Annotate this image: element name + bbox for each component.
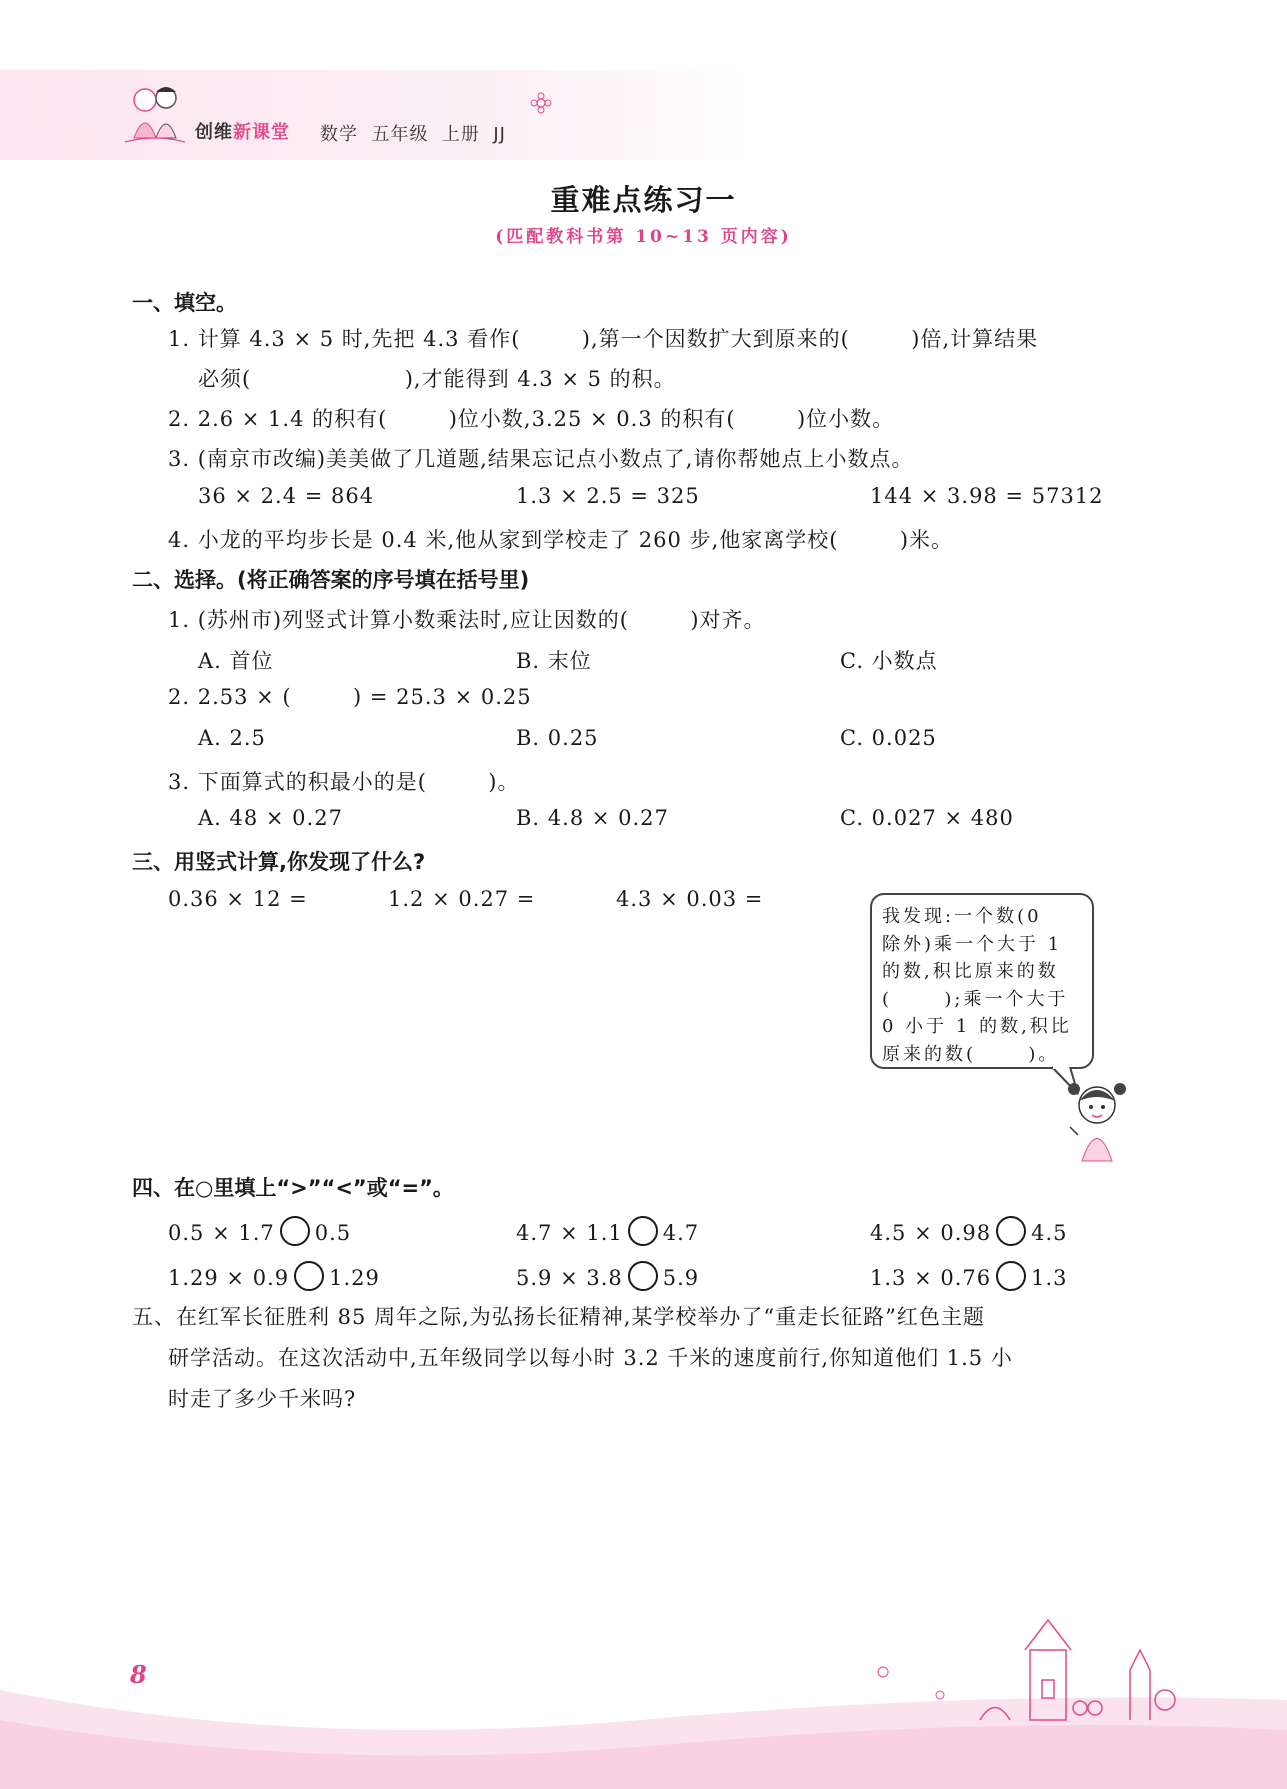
compare-item: [168, 1216, 351, 1246]
s2-q1-option-a: A. 首位: [198, 649, 274, 673]
brand-part2: 新课堂: [233, 122, 290, 143]
children-illustration-icon: [120, 78, 190, 150]
header-band: [0, 70, 1287, 160]
bubble-line-6: 原来的数( )。: [882, 1043, 1060, 1065]
answer-circle[interactable]: [996, 1261, 1026, 1291]
page-subtitle: (匹配教科书第 10~13 页内容): [495, 227, 792, 247]
brand-part1: 创维: [195, 122, 233, 143]
compare-item: [870, 1216, 1068, 1246]
compare-left: 1.3 × 0.76: [870, 1266, 992, 1290]
compare-left: 1.29 × 0.9: [168, 1266, 290, 1290]
compare-item: [870, 1261, 1068, 1291]
section5-line1: 五、在红军长征胜利 85 周年之际,为弘扬长征精神,某学校举办了“重走长征路”红色主题: [132, 1305, 985, 1329]
compare-right: 4.5: [1031, 1221, 1068, 1245]
bubble-line-4: ( );乘一个大于: [882, 988, 1069, 1010]
section1-heading: 一、填空。: [132, 291, 237, 315]
section5-line2: 研学活动。在这次活动中,五年级同学以每小时 3.2 千米的速度前行,你知道他们 1.5 小: [168, 1346, 1013, 1370]
compare-left: 4.7 × 1.1: [516, 1221, 623, 1245]
speech-bubble: [870, 893, 1094, 1069]
girl-illustration-icon: [1060, 1075, 1135, 1165]
s1-q1-line2: 必须( ),才能得到 4.3 × 5 的积。: [198, 367, 676, 391]
compare-left: 4.5 × 0.98: [870, 1221, 992, 1245]
s1-q3-expr-a: 36 × 2.4 = 864: [198, 484, 375, 508]
s1-q4: 4. 小龙的平均步长是 0.4 米,他从家到学校走了 260 步,他家离学校( )米。: [168, 528, 954, 552]
compare-right: 4.7: [662, 1221, 700, 1245]
section2-heading: 二、选择。(将正确答案的序号填在括号里): [132, 568, 530, 592]
s2-q2: 2. 2.53 × ( ) = 25.3 × 0.25: [168, 685, 532, 709]
s3-expr-1: 0.36 × 12 =: [168, 887, 308, 911]
page-number: 8: [130, 1660, 147, 1689]
answer-circle[interactable]: [996, 1216, 1026, 1246]
s2-q3: 3. 下面算式的积最小的是( )。: [168, 770, 520, 794]
answer-circle[interactable]: [628, 1261, 658, 1291]
s3-expr-2: 1.2 × 0.27 =: [388, 887, 536, 911]
bubble-line-3: 的数,积比原来的数: [882, 961, 1059, 982]
s1-q3-expr-c: 144 × 3.98 = 57312: [870, 484, 1104, 508]
answer-circle[interactable]: [294, 1261, 324, 1291]
s2-q3-option-c: C. 0.027 × 480: [840, 806, 1014, 830]
s2-q2-option-c: C. 0.025: [840, 726, 937, 750]
s2-q3-option-b: B. 4.8 × 0.27: [516, 806, 669, 830]
s3-expr-3: 4.3 × 0.03 =: [616, 887, 764, 911]
compare-item: [516, 1216, 699, 1246]
footer-wave-decoration: [0, 1560, 1287, 1789]
compare-right: 5.9: [662, 1266, 700, 1290]
s2-q2-option-a: A. 2.5: [198, 726, 266, 750]
compare-right: 1.29: [329, 1266, 380, 1290]
s1-q3: 3. (南京市改编)美美做了几道题,结果忘记点小数点了,请你帮她点上小数点。: [168, 447, 914, 471]
section4-heading: 四、在○里填上“>”“<”或“=”。: [132, 1176, 454, 1200]
s2-q1-option-b: B. 末位: [516, 649, 592, 673]
s2-q2-option-b: B. 0.25: [516, 726, 599, 750]
compare-item: [516, 1261, 699, 1291]
s1-q3-expr-b: 1.3 × 2.5 = 325: [516, 484, 700, 508]
s2-q1-option-c: C. 小数点: [840, 649, 938, 673]
flower-icon: [530, 92, 552, 114]
section5-line3: 时走了多少千米吗?: [168, 1387, 357, 1411]
answer-circle[interactable]: [628, 1216, 658, 1246]
compare-item: [168, 1261, 380, 1291]
book-info: 数学 五年级 上册 JJ: [320, 124, 506, 145]
s1-q1-line1: 1. 计算 4.3 × 5 时,先把 4.3 看作( ),第一个因数扩大到原来的( )倍,计算结果: [168, 327, 1039, 351]
page-title: 重难点练习一: [550, 183, 737, 217]
s2-q3-option-a: A. 48 × 0.27: [198, 806, 343, 830]
bubble-line-1: 我发现:一个数(0: [882, 906, 1042, 927]
bubble-line-5: 0 小于 1 的数,积比: [882, 1016, 1072, 1037]
brand-name: [195, 118, 290, 144]
compare-left: 5.9 × 3.8: [516, 1266, 623, 1290]
compare-right: 1.3: [1031, 1266, 1068, 1290]
section3-heading: 三、用竖式计算,你发现了什么?: [132, 850, 426, 874]
compare-left: 0.5 × 1.7: [168, 1221, 275, 1245]
compare-right: 0.5: [314, 1221, 352, 1245]
s1-q2: 2. 2.6 × 1.4 的积有( )位小数,3.25 × 0.3 的积有( )位小数。: [168, 407, 895, 431]
bubble-line-2: 除外)乘一个大于 1: [882, 933, 1063, 955]
answer-circle[interactable]: [280, 1216, 310, 1246]
s2-q1: 1. (苏州市)列竖式计算小数乘法时,应让因数的( )对齐。: [168, 608, 766, 632]
